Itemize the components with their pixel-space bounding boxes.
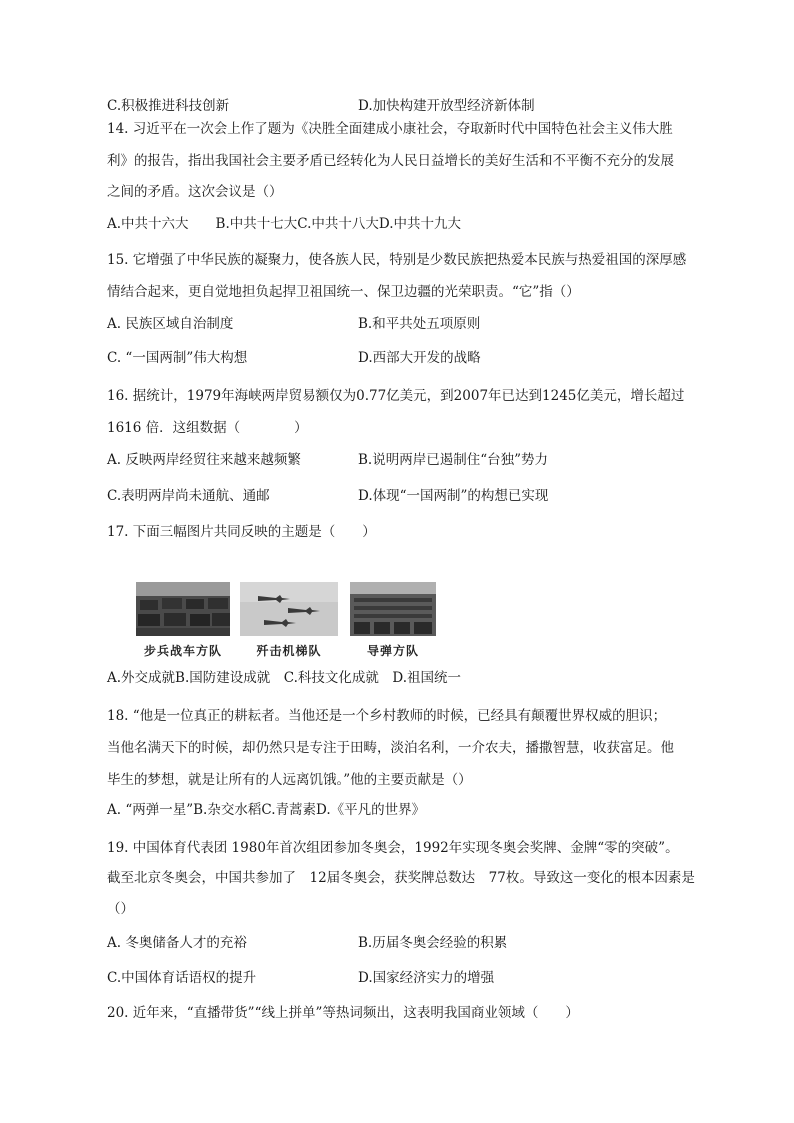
q15-option-d: D.西部大开发的战略 bbox=[358, 350, 481, 366]
q17-stem: 17. 下面三幅图片共同反映的主题是（ ） bbox=[107, 524, 376, 540]
q13-option-c: C.积极推进科技创新 bbox=[107, 98, 230, 114]
q16-option-c: C.表明两岸尚未通航、通邮 bbox=[107, 488, 270, 504]
q13-option-d: D.加快构建开放型经济新体制 bbox=[358, 98, 535, 114]
q19-option-d: D.国家经济实力的增强 bbox=[358, 970, 495, 986]
q18-stem-line-3: 毕生的梦想，就是让所有的人远离饥饿。”他的主要贡献是（） bbox=[107, 772, 472, 788]
q16-option-a: A. 反映两岸经贸往来越来越频繁 bbox=[107, 452, 301, 468]
q14-stem-line-1: 14. 习近平在一次会上作了题为《决胜全面建成小康社会，夺取新时代中国特色社会主义伟大胜 bbox=[107, 121, 673, 137]
q19-stem-line-2: 截至北京冬奥会，中国共参加了 12届冬奥会，获奖牌总数达 77枚。导致这一变化的根本因素是 bbox=[107, 870, 695, 886]
q18-stem-line-1: 18. “他是一位真正的耕耘者。当他还是一个乡村教师的时候，已经具有颠覆世界权威的胆识； bbox=[107, 708, 667, 724]
q18-options: A. “两弹一星”B.杂交水稻C.青蒿素D.《平凡的世界》 bbox=[107, 802, 426, 818]
q16-option-d: D.体现“一国两制”的构想已实现 bbox=[358, 488, 549, 504]
q15-stem-line-2: 情结合起来，更自觉地担负起捍卫祖国统一、保卫边疆的光荣职责。“它”指（） bbox=[107, 284, 580, 300]
q15-option-a: A. 民族区域自治制度 bbox=[107, 316, 234, 332]
q16-stem-line-1: 16. 据统计，1979年海峡两岸贸易额仅为0.77亿美元，到2007年已达到1245亿美元，增长超过 bbox=[107, 388, 685, 404]
missile-photo bbox=[350, 582, 436, 664]
q15-stem-line-1: 15. 它增强了中华民族的凝聚力，使各族人民，特别是少数民族把热爱本民族与热爱祖国的深厚感 bbox=[107, 252, 687, 268]
q14-stem-line-3: 之间的矛盾。这次会议是（） bbox=[107, 184, 283, 200]
fighter-jet-photo bbox=[240, 582, 338, 664]
picture-caption: 歼击机梯队 bbox=[256, 644, 322, 658]
q16-option-b: B.说明两岸已遏制住“台独”势力 bbox=[358, 452, 549, 468]
missile-image bbox=[350, 582, 436, 636]
q14-options: A.中共十六大 B.中共十七大C.中共十八大D.中共十九大 bbox=[107, 216, 462, 232]
q16-stem-line-2: 1616 倍．这组数据（ ） bbox=[107, 420, 308, 436]
q17-options: A.外交成就B.国防建设成就 C.科技文化成就 D.祖国统一 bbox=[107, 670, 462, 686]
q15-option-b: B.和平共处五项原则 bbox=[358, 316, 481, 332]
q19-option-c: C.中国体育话语权的提升 bbox=[107, 970, 257, 986]
infantry-vehicle-image bbox=[136, 582, 230, 636]
q19-option-b: B.历届冬奥会经验的积累 bbox=[358, 935, 508, 951]
q19-stem-line-1: 19. 中国体育代表团 1980年首次组团参加冬奥会，1992年实现冬奥会奖牌、金牌“零的突破”。 bbox=[107, 840, 679, 856]
q19-stem-line-3: （） bbox=[107, 901, 134, 917]
q17-pictures bbox=[136, 582, 436, 664]
q14-stem-line-2: 利》的报告，指出我国社会主要矛盾已经转化为人民日益增长的美好生活和不平衡不充分的发展 bbox=[107, 153, 674, 169]
picture-caption: 步兵战车方队 bbox=[143, 644, 222, 658]
q19-option-a: A. 冬奥储备人才的充裕 bbox=[107, 935, 247, 951]
picture-caption: 导弹方队 bbox=[366, 644, 419, 658]
q18-stem-line-2: 当他名满天下的时候，却仍然只是专注于田畴，淡泊名利，一介农夫，播撒智慧，收获富足。他 bbox=[107, 740, 674, 756]
q15-option-c: C. “一国两制”伟大构想 bbox=[107, 350, 248, 366]
infantry-vehicle-photo bbox=[136, 582, 230, 664]
q20-stem: 20. 近年来，“直播带货”“线上拼单”等热词频出，这表明我国商业领域（ ） bbox=[107, 1005, 579, 1021]
fighter-jet-image bbox=[240, 582, 338, 636]
